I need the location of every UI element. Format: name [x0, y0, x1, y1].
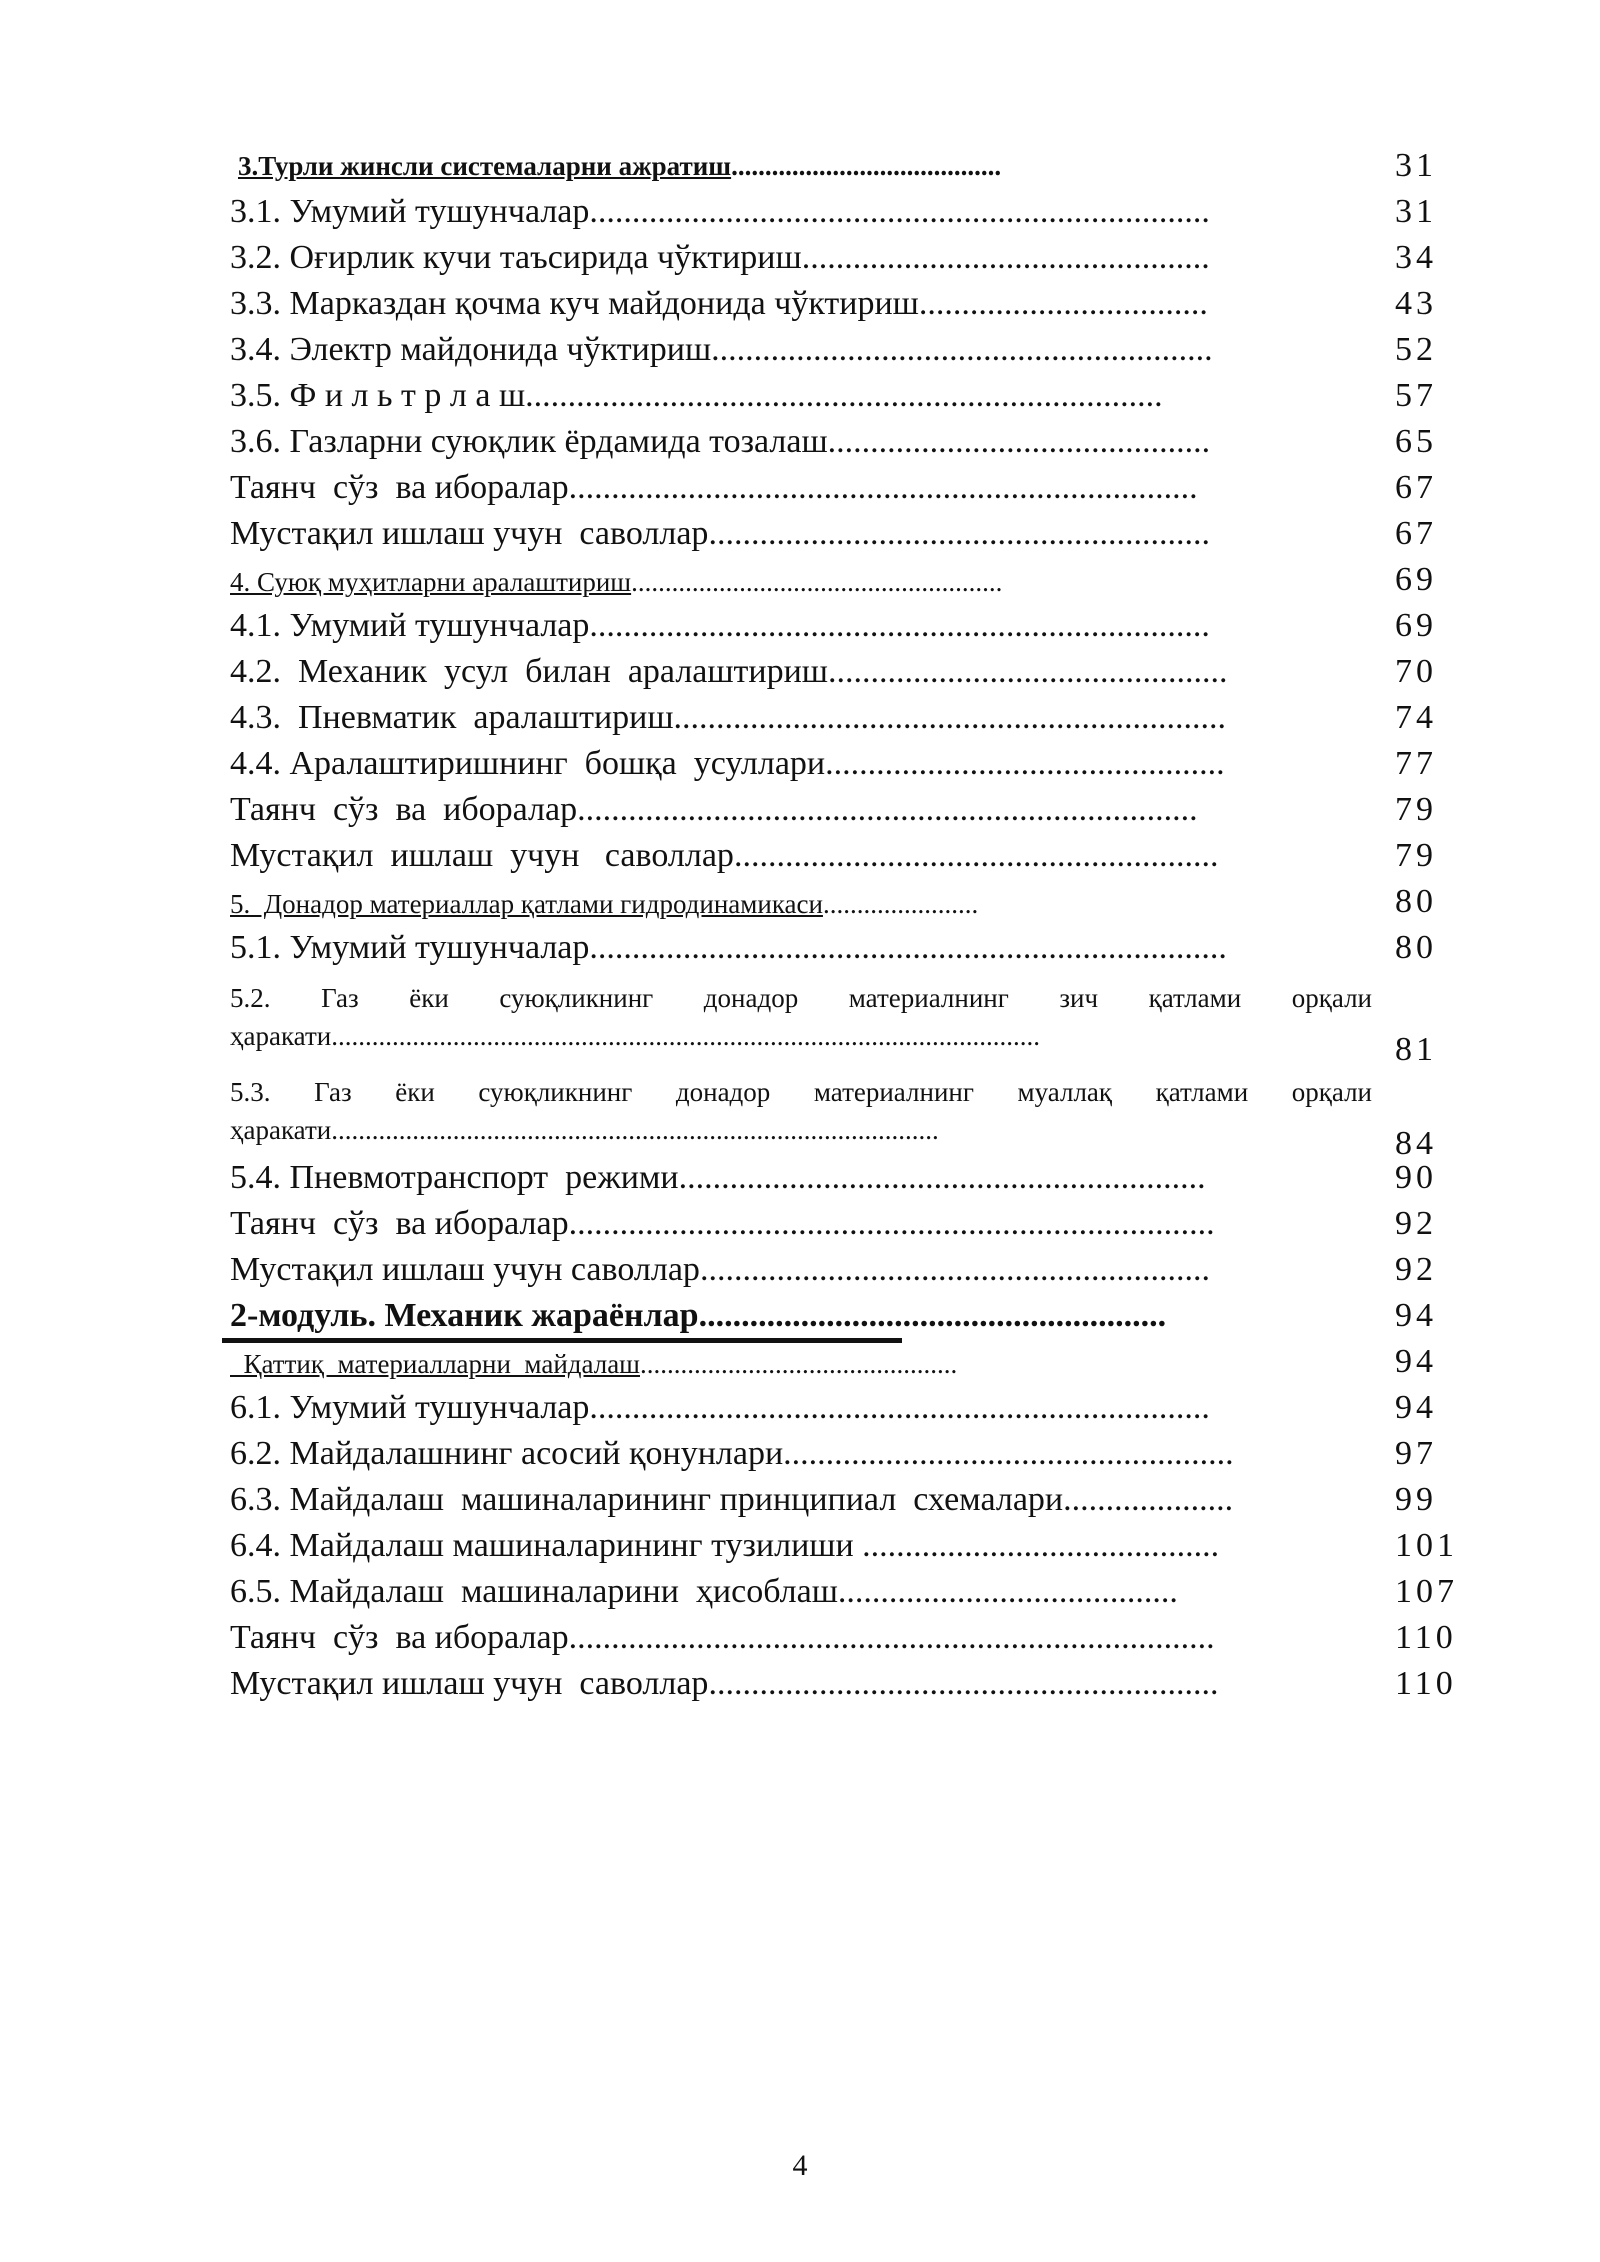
toc-entry-title: 6.3. Майдалаш машиналарининг принципиал схемалари — [230, 1481, 1064, 1518]
toc-entry-dots: ....................................................... — [631, 567, 1003, 597]
page-number: 4 — [792, 2149, 808, 2182]
toc-entry-title: Қаттиқ материалларни майдалаш — [230, 1349, 640, 1379]
toc-entry — [230, 837, 1437, 882]
toc-entry-dots: ............................................................................ — [568, 1619, 1215, 1656]
toc-entry-dots: ......................................................................... — [577, 791, 1198, 828]
toc-entry-section-3 — [230, 147, 1437, 192]
toc-entry-page: 67 — [1395, 469, 1437, 506]
toc-entry-page: 94 — [1395, 1297, 1437, 1334]
toc-entry-dots: ............................................... — [825, 745, 1225, 782]
toc-entry-dots: ........................................................... — [708, 515, 1210, 552]
toc-entry-page: 77 — [1395, 745, 1437, 782]
toc-entry-page: 65 — [1395, 423, 1437, 460]
toc-entry — [230, 653, 1437, 698]
toc-entry-title: 4.4. Аралаштиришнинг бошқа усуллари — [230, 745, 826, 782]
toc-entry-page: 107 — [1395, 1573, 1458, 1610]
toc-entry — [230, 1619, 1457, 1664]
toc-entry-page: 80 — [1395, 883, 1437, 920]
toc-entry-dots: ........................................ — [837, 1573, 1178, 1610]
toc-entry-page: 34 — [1395, 239, 1437, 276]
toc-entry-title: 3.3. Марказдан қочма куч майдонида чўктириш — [230, 285, 919, 322]
toc-entry — [230, 1159, 1437, 1204]
toc-entry-title: Мустақил ишлаш учун саволлар — [230, 837, 734, 874]
toc-entry-dots: .................................. — [918, 285, 1208, 322]
toc-entry — [230, 1573, 1458, 1618]
toc-entry-title-continued: ҳаракати — [230, 1021, 332, 1051]
toc-entry — [230, 699, 1437, 744]
toc-entry-title: 3.Турли жинсли системаларни ажратиш — [238, 151, 732, 181]
toc-entry-title: 5.1. Умумий тушунчалар — [230, 929, 590, 966]
toc-entry-page: 70 — [1395, 653, 1437, 690]
toc-entry — [230, 929, 1437, 974]
toc-entry-title: 3.2. Оғирлик кучи таъсирида чўктириш — [230, 239, 802, 276]
toc-entry-dots: ............................................................ — [708, 1665, 1219, 1702]
toc-entry-title: 5. Донадор материаллар қатлами гидродинамикаси — [230, 889, 823, 919]
toc-entry-page: 92 — [1395, 1251, 1437, 1288]
toc-entry — [230, 1251, 1437, 1296]
toc-entry-page: 57 — [1395, 377, 1437, 414]
toc-entry-page: 97 — [1395, 1435, 1437, 1472]
toc-entry — [230, 469, 1437, 514]
toc-entry-dots: ......................................................................................................... — [331, 1021, 1040, 1051]
toc-entry-title: Мустақил ишлаш учун саволлар — [230, 1665, 709, 1702]
toc-entry-page: 69 — [1395, 561, 1437, 598]
toc-entry — [230, 791, 1437, 836]
toc-entry — [230, 331, 1437, 376]
toc-entry-dots: ............................................................................ — [568, 1205, 1215, 1242]
toc-entry — [230, 423, 1437, 468]
toc-entry-dots: ........................................................................... — [589, 929, 1227, 966]
toc-entry-dots: .......................................... — [853, 1527, 1220, 1564]
toc-entry-title: 4. Суюқ муҳитларни аралаштириш — [230, 567, 632, 597]
toc-entry-title: 6.2. Майдалашнинг асосий қонунлари — [230, 1435, 784, 1472]
toc-entry-dots: ......................................................... — [733, 837, 1219, 874]
toc-entry-page: 90 — [1395, 1159, 1437, 1196]
toc-entry-page: 80 — [1395, 929, 1437, 966]
toc-entry-title: Таянч сўз ва иборалар — [230, 469, 569, 506]
toc-entry-dots: ............................................... — [639, 1349, 958, 1379]
toc-entry-page: 74 — [1395, 699, 1437, 736]
toc-entry-section-5 — [230, 883, 1437, 928]
toc-entry — [230, 515, 1437, 560]
toc-entry-dots: ....................... — [822, 889, 979, 919]
toc-entry-dots: ......................................................................... — [589, 607, 1210, 644]
toc-entry-page: 52 — [1395, 331, 1437, 368]
toc-entry-title: Таянч сўз ва иборалар — [230, 1619, 569, 1656]
toc-entry-title: 5.2. Газ ёки суюқликнинг донадор материалнинг зич қатлами орқали — [230, 983, 1372, 1013]
toc-entry-title: 4.2. Механик усул билан аралаштириш — [230, 653, 828, 690]
toc-entry — [230, 193, 1437, 238]
toc-entry-title: Таянч сўз ва иборалар — [230, 1205, 569, 1242]
toc-entry-page: 79 — [1395, 791, 1437, 828]
toc-entry-dots: ............................................................ — [699, 1251, 1210, 1288]
toc-entry — [230, 1435, 1437, 1480]
toc-entry-wrapped — [230, 1074, 1437, 1164]
toc-entry-page: 31 — [1395, 147, 1437, 184]
toc-entry-page: 69 — [1395, 607, 1437, 644]
toc-entry-page: 92 — [1395, 1205, 1437, 1242]
toc-entry-title: 3.4. Электр майдонида чўктириш — [230, 331, 712, 368]
toc-entry-title-continued: ҳаракати — [230, 1115, 332, 1145]
toc-entry-page: 43 — [1395, 285, 1437, 322]
toc-entry-module-2 — [230, 1297, 1437, 1342]
toc-entry-title: 6.1. Умумий тушунчалар — [230, 1389, 590, 1426]
toc-entry-page: 99 — [1395, 1481, 1437, 1518]
toc-entry-title: 4.1. Умумий тушунчалар — [230, 607, 590, 644]
toc-entry — [230, 1205, 1437, 1250]
toc-entry-dots: .................... — [1063, 1481, 1234, 1518]
toc-entry-title: 4.3. Пневматик аралаштириш — [230, 699, 674, 736]
toc-entry-page: 110 — [1395, 1665, 1457, 1702]
toc-entry-section-4 — [230, 561, 1437, 606]
toc-entry — [230, 1481, 1437, 1526]
toc-entry-section-6 — [230, 1343, 1437, 1388]
toc-entry-wrapped — [230, 980, 1437, 1070]
toc-entry-dots: ............................................... — [828, 653, 1228, 690]
toc-entry-dots: ......................................................................... — [589, 1389, 1210, 1426]
toc-entry-title: 6.4. Майдалаш машиналарининг тузилиши — [230, 1527, 854, 1564]
toc-entry-dots: ................................................................. — [673, 699, 1227, 736]
toc-entry-title: Мустақил ишлаш учун саволлар — [230, 1251, 700, 1288]
toc-entry-dots: .......................................................................................... — [331, 1115, 939, 1145]
toc-entry-dots: ................................................ — [801, 239, 1210, 276]
toc-entry-dots: ..................................................... — [783, 1435, 1234, 1472]
toc-entry-title: 3.6. Газларни суюқлик ёрдамида тозалаш — [230, 423, 828, 460]
toc-entry — [230, 239, 1437, 284]
toc-entry-page: 67 — [1395, 515, 1437, 552]
toc-entry-dots: ......................................................................... — [589, 193, 1210, 230]
toc-entry-page: 84 — [1395, 1125, 1437, 1162]
toc-entry-page: 110 — [1395, 1619, 1457, 1656]
toc-entry — [230, 1389, 1437, 1434]
toc-entry-dots: ............................................. — [827, 423, 1211, 460]
toc-entry-dots: ........................................................................... — [525, 377, 1163, 414]
toc-entry-page: 31 — [1395, 193, 1437, 230]
toc-entry-title: 6.5. Майдалаш машиналарини ҳисоблаш — [230, 1573, 838, 1610]
toc-entry-dots: ........................................................... — [711, 331, 1213, 368]
toc-entry-title: 3.5. Ф и л ь т р л а ш — [230, 377, 526, 414]
toc-entry-title: 5.3. Газ ёки суюқликнинг донадор материалнинг муаллақ қатлами орқали — [230, 1077, 1372, 1107]
toc-entry-page: 94 — [1395, 1343, 1437, 1380]
toc-entry-title: Таянч сўз ва иборалар — [230, 791, 578, 828]
toc-entry-dots: ....................................................... — [698, 1297, 1167, 1334]
toc-entry-title: 2-модуль. Механик жараёнлар — [230, 1297, 699, 1334]
toc-entry-page: 94 — [1395, 1389, 1437, 1426]
toc-entry-page: 101 — [1395, 1527, 1458, 1564]
toc-entry — [230, 745, 1437, 790]
toc-entry — [230, 285, 1437, 330]
toc-entry-dots: .............................................................. — [678, 1159, 1206, 1196]
toc-entry-dots: ........................................ — [731, 151, 1002, 181]
module-heading-underline — [222, 1338, 902, 1343]
toc-entry — [230, 607, 1437, 652]
toc-entry — [230, 1527, 1458, 1572]
toc-entry — [230, 1665, 1457, 1710]
toc-entry-page: 79 — [1395, 837, 1437, 874]
toc-entry-page: 81 — [1395, 1031, 1437, 1068]
toc-entry-dots: .......................................................................... — [568, 469, 1198, 506]
toc-entry-title: Мустақил ишлаш учун саволлар — [230, 515, 709, 552]
toc-entry — [230, 377, 1437, 422]
toc-entry-title: 5.4. Пневмотранспорт режими — [230, 1159, 679, 1196]
toc-entry-title: 3.1. Умумий тушунчалар — [230, 193, 590, 230]
